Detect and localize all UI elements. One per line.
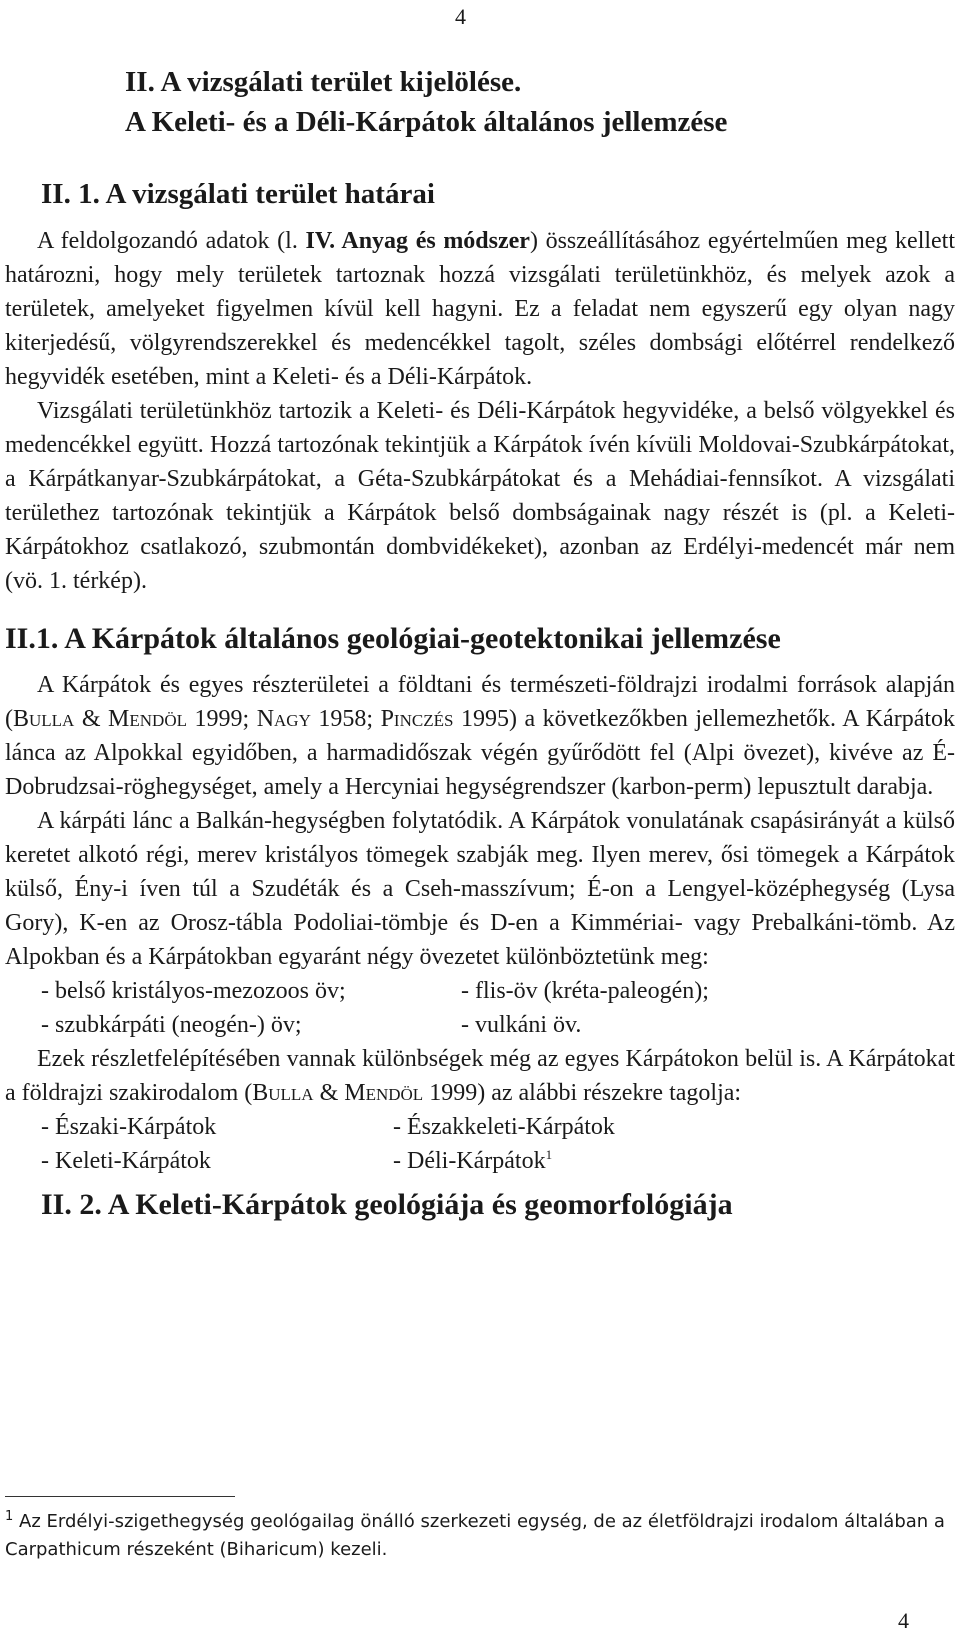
zones-list-row [5, 1008, 955, 1042]
section-heading-boundaries: II. 1. A vizsgálati terület határai [41, 178, 435, 210]
paragraph-carpathian-chain: A kárpáti lánc a Balkán-hegységben folytatódik. A Kárpátok vonulatának csapásirányát a külső keretet alkotó régi, merev kristályos tömegek szabják meg. Ilyen merev, ősi tömegek a Kárpátok külső, Ény-i íven túl a Szudéták és a Cseh-masszívum; É-on a Lengyel-középhegység (Lysa Gory), K-en az Orosz-tábla Podoliai-tömbje és D-en a Kimmériai- vagy Prebalkáni-tömb. Az Alpokban és a Kárpátokban egyaránt négy övezetet különböztetünk meg: [5, 808, 955, 970]
list-item: - belső kristályos-mezozoos öv; [41, 978, 346, 1004]
parts-list-row [5, 1144, 955, 1178]
paragraph-carpathian-formation: A Kárpátok és egyes részterületei a földtani és természeti-földrajzi irodalmi források alapján (Bulla & Mendöl 1999; Nagy 1958; Pinczés 1995) a következőkben jellemezhetők. A Kárpátok lánca az Alpokkal egyidőben, a harmadidőszak végén gyűrődött fel (Alpi övezet), kivéve az É-Dobrudzsai-röghegységet, amely a Hercyniai hegységrendszer (karbon-perm) lepusztult darabja. [5, 672, 956, 800]
chapter-title-line-2: A Keleti- és a Déli-Kárpátok általános jellemzése [125, 106, 728, 138]
list-item: - Északi-Kárpátok [41, 1114, 217, 1140]
document-body [5, 62, 955, 1226]
list-item: - Keleti-Kárpátok [41, 1148, 211, 1174]
paragraph-divisions: Ezek részletfelépítésében vannak különbségek még az egyes Kárpátokon belül is. A Kárpátokat a földrajzi szakirodalom (Bulla & Mendöl 1999) az alábbi részekre tagolja: [5, 1046, 955, 1106]
list-item: - szubkárpáti (neogén-) öv; [41, 1012, 302, 1038]
list-item: - Északkeleti-Kárpátok [393, 1114, 615, 1140]
list-item: - vulkáni öv. [461, 1012, 582, 1038]
paragraph-data-processing: A feldolgozandó adatok (l. IV. Anyag és módszer) összeállításához egyértelműen meg kellett határozni, hogy mely területek tartoznak hozzá vizsgálati területünkhöz, és melyek azok a területek, amelyeket figyelmen kívül kell hagyni. Ez a feladat nem egyszerű egy olyan nagy kiterjedésű, völgyrendszerekkel és medencékkel tagolt, széles dombsági előtérrel rendelkező hegyvidék esetében, mint a Keleti- és a Déli-Kárpátok. [5, 228, 956, 390]
list-item: - Déli-Kárpátok$^1$ [393, 1147, 553, 1174]
footnote-divider [5, 1496, 235, 1497]
footnote-text: Az Erdélyi-szigethegység geológailag önálló szerkezeti egység, de az életföldrajzi irodalom általában a Carpathicum részeként (Biharicum) kezeli. [5, 1511, 945, 1560]
page-number-top: 4 [455, 4, 466, 29]
paragraph-study-area: Vizsgálati területünkhöz tartozik a Keleti- és Déli-Kárpátok hegyvidéke, a belső völgyekkel és medencékkel együtt. Hozzá tartozónak tekintjük a Kárpátok ívén kívüli Moldovai-Szubkárpátokat, a Kárpátkanyar-Szubkárpátokat, a Géta-Szubkárpátokat és a Mehádiai-fennsíkot. A vizsgálati területhez tartozónak tekintjük a Kárpátok belső dombságainak nagy részét is (pl. a Keleti-Kárpátokhoz csatlakozó, szubmontán dombvidékeket), azonban az Erdélyi-medencét már nem (vö. 1. térkép). [5, 398, 955, 594]
section-heading-geology: II.1. A Kárpátok általános geológiai-geotektonikai jellemzése [5, 622, 781, 655]
page-number-bottom: 4 [898, 1608, 909, 1633]
chapter-title-line-1: II. A vizsgálati terület kijelölése. [125, 66, 522, 98]
footnote-number: 1 [5, 1509, 14, 1524]
footnote-reference: 1 [545, 1147, 553, 1162]
parts-list-row [5, 1110, 955, 1144]
list-item: - flis-öv (kréta-paleogén); [461, 978, 709, 1004]
zones-list-row [5, 974, 955, 1008]
section-heading-eastern-carpathians: II. 2. A Keleti-Kárpátok geológiája és geomorfológiája [41, 1188, 733, 1221]
footnote [5, 1508, 945, 1564]
